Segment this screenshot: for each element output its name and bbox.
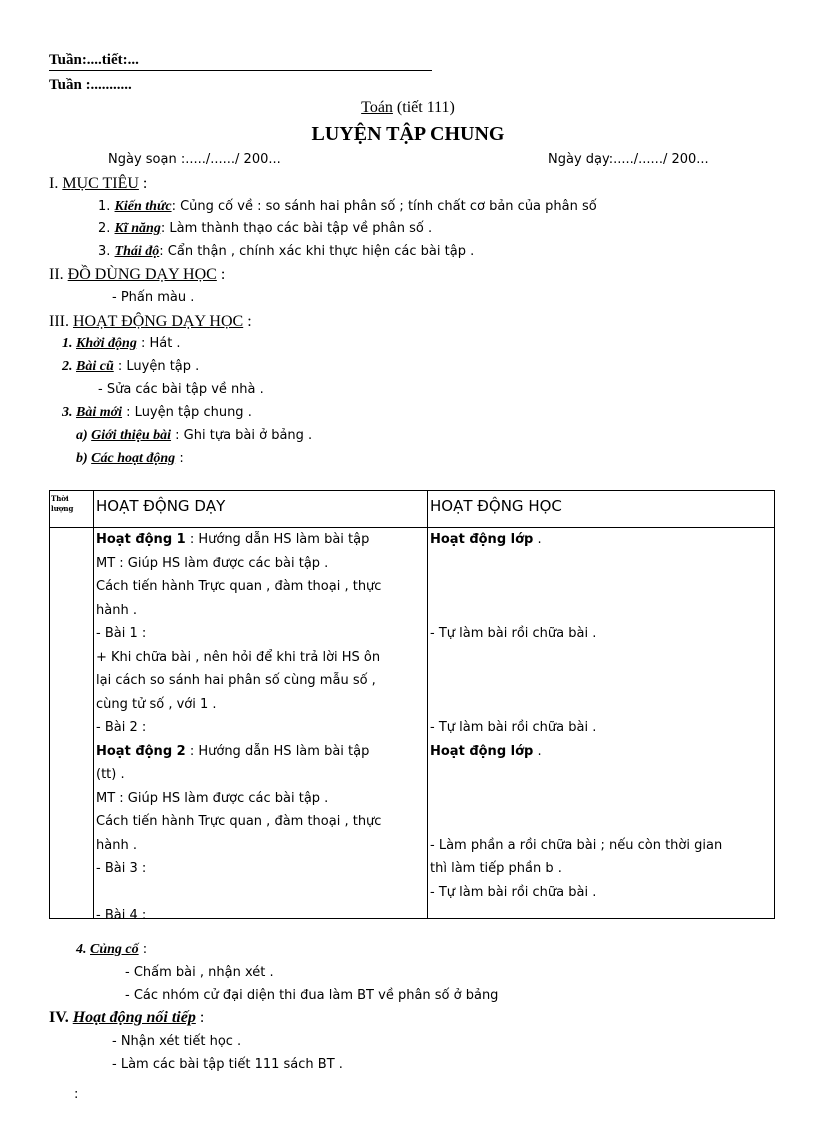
section-title: HOẠT ĐỘNG DẠY HỌC: [72, 313, 244, 330]
line-text: Cách tiến hành Trực quan , đàm thoại , thực: [96, 814, 382, 829]
section-number: I.: [49, 175, 63, 192]
section-number: IV.: [49, 1009, 73, 1026]
learn-line: [430, 532, 542, 547]
line-text: - Tự làm bài rồi chữa bài .: [430, 720, 597, 735]
follow-up-heading: [49, 1009, 204, 1027]
line-text: hành .: [96, 837, 137, 853]
column-header-teach: HOẠT ĐỘNG DẠY: [94, 491, 428, 528]
line-text: .: [533, 532, 542, 547]
lesson-period: (tiết 111): [396, 99, 455, 116]
item-text: : Cẩn thận , chính xác khi thực hiện các bài tập .: [159, 244, 475, 259]
section-number: III.: [49, 313, 73, 330]
line-text: hành .: [96, 602, 137, 618]
teach-line: [96, 744, 369, 759]
line-text: Cách tiến hành Trực quan , đàm thoại , thực: [96, 579, 382, 594]
line-text: - Bài 4 :: [96, 908, 147, 923]
step-label: Bài mới: [76, 405, 123, 420]
item-label: Kĩ năng: [114, 221, 161, 236]
section-title: ĐỒ DÙNG DẠY HỌC: [67, 266, 217, 283]
step-label: Bài cũ: [76, 359, 114, 374]
follow-up-item: - Nhận xét tiết học .: [112, 1034, 242, 1049]
line-text: - Bài 2 :: [96, 720, 147, 735]
section-colon: :: [138, 175, 148, 192]
activities-table: [49, 490, 775, 923]
teach-line: [96, 556, 328, 571]
line-text: - Tự làm bài rồi chữa bài .: [430, 626, 597, 641]
step-number: 4.: [76, 942, 90, 957]
step-text: : Luyện tập .: [113, 359, 200, 374]
teach-line: [96, 838, 137, 853]
item-label: Thái độ: [114, 244, 160, 259]
lesson-subject: Toán: [361, 99, 393, 116]
column-header-learn: HOẠT ĐỘNG HỌC: [428, 491, 775, 528]
column-header-time: Thời lượng: [50, 491, 94, 528]
step-text: : Ghi tựa bài ở bảng .: [171, 428, 313, 443]
section-objectives-heading: [49, 175, 147, 193]
section-colon: :: [243, 313, 252, 330]
date-taught: Ngày dạy:...../....../ 200...: [548, 152, 709, 167]
teach-line: [96, 720, 146, 735]
teach-line: [96, 673, 376, 688]
activity-label: Hoạt động 2: [96, 743, 186, 759]
learn-line: [430, 744, 542, 759]
learn-lines: [428, 528, 774, 918]
section-materials-heading: [49, 266, 225, 284]
materials-item: - Phấn màu .: [112, 290, 195, 305]
step-label: Khởi động: [76, 336, 137, 351]
consolidation-item: - Chấm bài , nhận xét .: [125, 965, 274, 980]
teach-line: [96, 579, 381, 594]
teach-line: [96, 697, 217, 712]
line-text: MT : Giúp HS làm được các bài tập .: [96, 555, 329, 571]
teach-line: [96, 814, 381, 829]
line-text: .: [533, 743, 542, 759]
line-text: + Khi chữa bài , nên hỏi để khi trả lời HS ôn: [96, 649, 381, 665]
item-number: 1.: [98, 199, 115, 214]
step-label: Củng cố: [90, 942, 139, 957]
item-text: : Củng cố về : so sánh hai phân số ; tính chất cơ bản của phân số: [171, 199, 597, 214]
learn-line: [430, 861, 562, 876]
follow-up-item: - Làm các bài tập tiết 111 sách BT .: [112, 1057, 343, 1072]
step-number: 2.: [62, 359, 76, 374]
step-number: 1.: [62, 336, 76, 351]
step-old-lesson: [62, 359, 199, 375]
teach-line: [96, 908, 146, 923]
item-label: Kiến thức: [114, 199, 172, 214]
teach-line: [96, 650, 380, 665]
step-intro: [76, 428, 312, 444]
section-activities-heading: [49, 313, 252, 331]
learn-line: [430, 885, 596, 900]
step-number: 3.: [62, 405, 76, 420]
teach-lines: [94, 528, 427, 923]
step-warmup: [62, 336, 181, 352]
item-text: : Làm thành thạo các bài tập về phân số .: [160, 221, 433, 236]
section-colon: :: [195, 1009, 205, 1026]
section-title: Hoạt động nối tiếp: [72, 1009, 196, 1026]
teach-line: [96, 767, 125, 782]
teach-line: [96, 861, 146, 876]
line-text: - Bài 3 :: [96, 861, 147, 876]
line-text: - Tự làm bài rồi chữa bài .: [430, 884, 597, 900]
section-colon: :: [216, 266, 226, 283]
learn-line: [430, 626, 596, 641]
date-prepared: Ngày soạn :...../....../ 200...: [108, 152, 281, 167]
table-header-row: [50, 491, 775, 528]
page-title: LUYỆN TẬP CHUNG: [311, 123, 505, 145]
step-label: Giới thiệu bài: [91, 428, 172, 443]
activity-label: Hoạt động lớp: [430, 743, 534, 759]
step-number: a): [76, 428, 92, 443]
learn-line: [430, 838, 722, 853]
week-period-label: Tuần:....tiết:...: [49, 52, 139, 68]
teach-line: [96, 603, 137, 618]
objective-knowledge: [98, 199, 597, 215]
section-title: MỤC TIÊU: [62, 175, 139, 192]
line-text: : Hướng dẫn HS làm bài tập: [185, 532, 370, 547]
learn-line: [430, 720, 596, 735]
line-text: thì làm tiếp phần b .: [430, 861, 562, 876]
objective-attitude: [98, 244, 474, 260]
line-text: cùng tử số , với 1 .: [96, 696, 217, 712]
consolidation-heading: [76, 942, 147, 958]
item-number: 3.: [98, 244, 115, 259]
objective-skill: [98, 221, 432, 237]
step-text: : Hát .: [136, 336, 181, 351]
line-text: : Hướng dẫn HS làm bài tập: [185, 743, 370, 759]
lesson-subject-line: [0, 99, 816, 117]
table-row: [50, 528, 775, 919]
teach-line: [96, 532, 369, 547]
step-label: Các hoạt động: [91, 451, 176, 466]
footer-mark: :: [74, 1087, 79, 1102]
item-number: 2.: [98, 221, 115, 236]
step-activities: [76, 451, 184, 467]
activity-label: Hoạt động lớp: [430, 532, 534, 547]
step-old-lesson-sub: - Sửa các bài tập về nhà .: [98, 382, 264, 397]
line-text: lại cách so sánh hai phân số cùng mẫu số ,: [96, 673, 376, 688]
step-colon: :: [138, 942, 148, 957]
section-number: II.: [49, 266, 68, 283]
line-text: (tt) .: [96, 767, 125, 782]
teach-line: [96, 626, 146, 641]
learn-cell: [428, 528, 775, 919]
week-label: Tuần :...........: [49, 77, 132, 93]
consolidation-item: - Các nhóm cử đại diện thi đua làm BT về phân số ở bảng: [125, 988, 499, 1003]
time-cell: [50, 528, 94, 919]
step-text: :: [175, 451, 184, 466]
teach-line: [96, 791, 328, 806]
week-period-line: [49, 52, 432, 71]
line-text: - Bài 1 :: [96, 626, 147, 641]
step-text: : Luyện tập chung .: [122, 405, 252, 420]
activity-label: Hoạt động 1: [96, 532, 186, 547]
step-new-lesson: [62, 405, 252, 421]
step-number: b): [76, 451, 92, 466]
line-text: - Làm phần a rồi chữa bài ; nếu còn thời gian: [430, 837, 723, 853]
teach-cell: [94, 528, 428, 923]
line-text: MT : Giúp HS làm được các bài tập .: [96, 790, 329, 806]
